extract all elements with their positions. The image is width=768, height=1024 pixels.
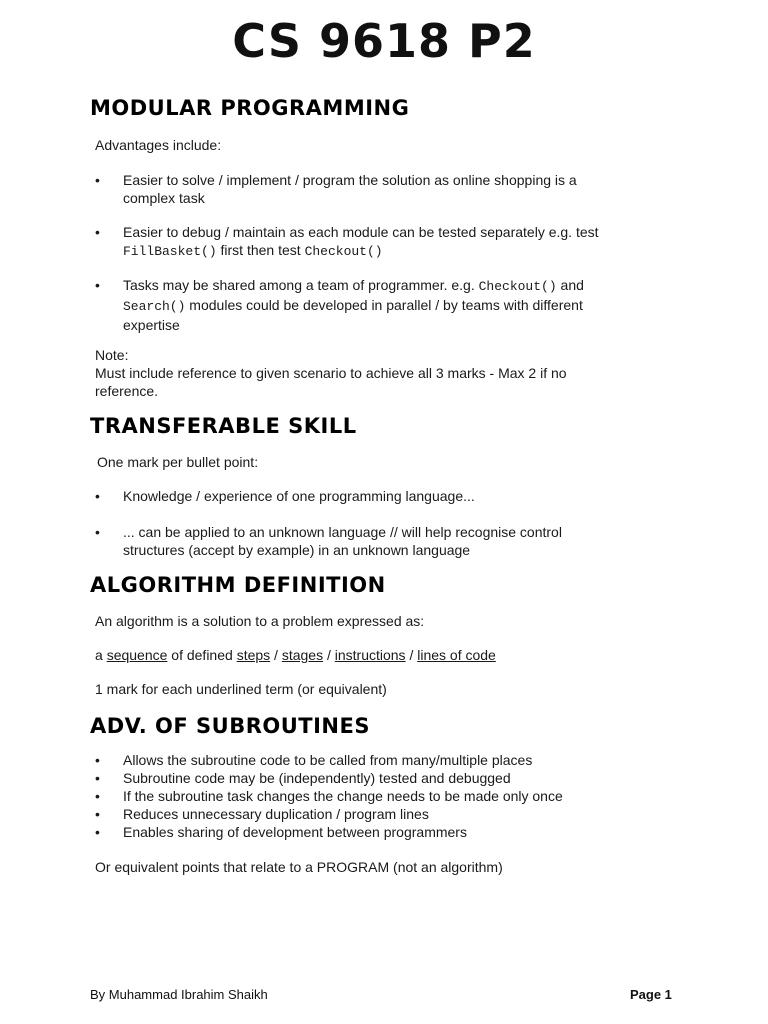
bullet-text: Subroutine code may be (independently) tested and debugged	[123, 770, 511, 786]
bullet-text: Reduces unnecessary duplication / program lines	[123, 806, 429, 822]
subroutines-list	[95, 751, 615, 841]
bullet-text-mid: first then test	[216, 242, 305, 258]
code-checkout: Checkout()	[304, 244, 383, 259]
bullet-text-mid: and	[556, 277, 584, 293]
bullet-icon: •	[95, 806, 100, 822]
bullet-icon: •	[95, 172, 100, 188]
heading-adv-of-subroutines: ADV. OF SUBROUTINES	[90, 714, 370, 738]
bullet-text: ... can be applied to an unknown language // will help recognise control structures (accept by example) in an unknown language	[123, 524, 562, 558]
bullet-icon: •	[95, 770, 100, 786]
bullet-text: Easier to debug / maintain as each module can be tested separately e.g. test	[123, 224, 599, 240]
list-item	[95, 751, 615, 769]
bullet-text: Knowledge / experience of one programming language...	[123, 488, 475, 504]
algorithm-intro: An algorithm is a solution to a problem expressed as:	[95, 613, 425, 629]
list-item	[95, 276, 615, 334]
def-sep: /	[405, 647, 418, 663]
list-item	[95, 787, 615, 805]
bullet-text: If the subroutine task changes the change needs to be made only once	[123, 788, 563, 804]
list-item	[95, 805, 615, 823]
list-item	[95, 823, 615, 841]
code-checkout: Checkout()	[478, 279, 557, 294]
modular-advantages-list	[95, 171, 615, 207]
def-text: a	[95, 647, 107, 663]
bullet-text: Enables sharing of development between programmers	[123, 824, 467, 840]
term-stages: stages	[281, 647, 324, 663]
list-item	[95, 769, 615, 787]
def-sep: /	[270, 647, 282, 663]
code-search: Search()	[123, 299, 186, 314]
note-label: Note:	[95, 347, 129, 363]
note-text: Must include reference to given scenario to achieve all 3 marks - Max 2 if no reference.	[95, 365, 567, 399]
modular-intro: Advantages include:	[95, 137, 222, 153]
def-text: of defined	[167, 647, 237, 663]
algorithm-definition	[95, 646, 496, 664]
bullet-icon: •	[95, 824, 100, 840]
heading-modular-programming: MODULAR PROGRAMMING	[90, 96, 410, 120]
bullet-icon: •	[95, 524, 100, 540]
transferable-list-2	[95, 523, 615, 559]
modular-advantages-list-3	[95, 276, 615, 334]
modular-advantages-list-2	[95, 223, 615, 261]
list-item	[95, 171, 615, 207]
def-sep: /	[323, 647, 335, 663]
transferable-list	[95, 487, 615, 505]
term-instructions: instructions	[334, 647, 406, 663]
heading-transferable-skill: TRANSFERABLE SKILL	[90, 414, 357, 438]
algorithm-mark-note: 1 mark for each underlined term (or equivalent)	[95, 681, 387, 697]
bullet-icon: •	[95, 752, 100, 768]
bullet-icon: •	[95, 488, 100, 504]
term-lines-of-code: lines of code	[417, 647, 496, 663]
heading-algorithm-definition: ALGORITHM DEFINITION	[90, 573, 386, 597]
list-item	[95, 223, 615, 261]
list-item	[95, 523, 615, 559]
bullet-text: Tasks may be shared among a team of programmer. e.g.	[123, 277, 479, 293]
term-sequence: sequence	[106, 647, 168, 663]
term-steps: steps	[236, 647, 271, 663]
footer-author: By Muhammad Ibrahim Shaikh	[90, 987, 268, 1002]
page-title: CS 9618 P2	[232, 14, 536, 68]
subroutines-closing: Or equivalent points that relate to a PROGRAM (not an algorithm)	[95, 859, 503, 875]
bullet-text: Easier to solve / implement / program the solution as online shopping is a complex task	[123, 172, 577, 206]
code-fillbasket: FillBasket()	[123, 244, 217, 259]
bullet-icon: •	[95, 788, 100, 804]
transferable-intro: One mark per bullet point:	[97, 454, 259, 470]
list-item	[95, 487, 615, 505]
footer-page-number: Page 1	[630, 987, 672, 1002]
bullet-text-post: modules could be developed in parallel / by teams with different expertise	[123, 297, 583, 333]
bullet-icon: •	[95, 224, 100, 240]
bullet-icon: •	[95, 277, 100, 293]
bullet-text: Allows the subroutine code to be called from many/multiple places	[123, 752, 533, 768]
